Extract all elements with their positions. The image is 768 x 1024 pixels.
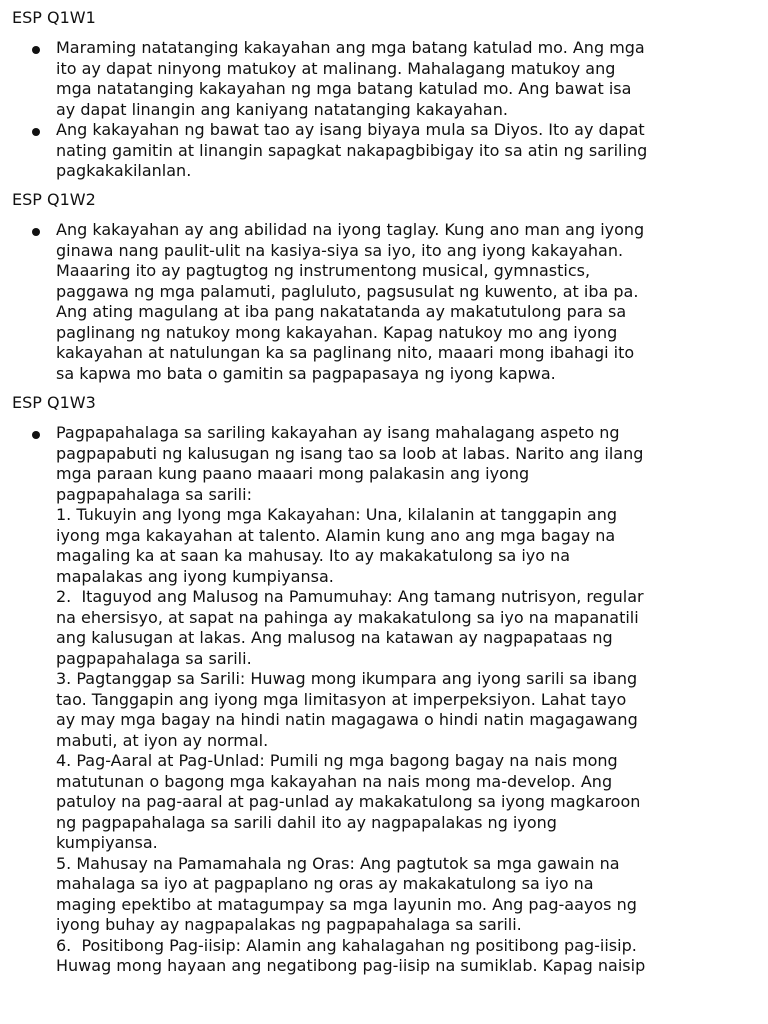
section-heading-q1w1: ESP Q1W1 [12, 8, 96, 27]
text-line: ay may mga bagay na hindi natin magagawa o hindi natin magagawang [56, 710, 638, 729]
text-line: matutunan o bagong mga kakayahan na nais mong ma-develop. Ang [56, 771, 613, 791]
text-line: mahalaga sa iyo at pagpaplano ng oras ay makakatulong sa iyo na [56, 874, 594, 893]
text-line: tao. Tanggapin ang iyong mga limitasyon at imperpeksiyon. Lahat tayo [56, 689, 627, 709]
text-line: ito ay dapat ninyong matukoy at malinang. Mahalagang matukoy ang [56, 58, 616, 78]
text-line: paggawa ng mga palamuti, pagluluto, pagsusulat ng kuwento, at iba pa. [56, 281, 639, 301]
text-line: Ang kakayahan ng bawat tao ay isang biyaya mula sa Diyos. Ito ay dapat [56, 120, 645, 139]
text-line: ang kalusugan at lakas. Ang malusog na katawan ay nagpapataas ng [56, 628, 613, 647]
text-line: ay dapat linangin ang kaniyang natatanging kakayahan. [56, 99, 508, 119]
text-line: ginawa nang paulit-ulit na kasiya-siya sa iyo, ito ang iyong kakayahan. [56, 240, 624, 260]
text-line: pagpapahalaga sa sarili. [56, 648, 252, 668]
text-line: nating gamitin at linangin sapagkat nakapagbibigay ito sa atin ng sariling [56, 140, 648, 160]
section-heading-q1w2: ESP Q1W2 [12, 190, 96, 209]
text-line: Ang ating magulang at iba pang nakatatanda ay makatutulong para sa [56, 302, 627, 321]
text-line: ng pagpapahalaga sa sarili dahil ito ay nagpapalakas ng iyong [56, 812, 557, 832]
text-line: pagpapabuti ng kalusugan ng isang tao sa loob at labas. Narito ang ilang [56, 443, 644, 463]
text-line: kumpiyansa. [56, 833, 158, 852]
text-line: pagpapahalaga sa sarili: [56, 484, 252, 504]
text-line: mga natatanging kakayahan ng mga batang katulad mo. Ang bawat isa [56, 79, 632, 98]
text-line: iyong mga kakayahan at talento. Alamin kung ano ang mga bagay na [56, 525, 616, 545]
text-line: na ehersisyo, at sapat na pahinga ay makakatulong sa iyo na mapanatili [56, 607, 639, 627]
text-line: mapalakas ang iyong kumpiyansa. [56, 566, 334, 586]
text-line: pagkakakilanlan. [56, 161, 192, 180]
text-line: 5. Mahusay na Pamamahala ng Oras: Ang pagtutok sa mga gawain na [56, 853, 620, 873]
text-line: kakayahan at natulungan ka sa paglinang nito, maaari mong ibahagi ito [56, 343, 635, 362]
text-line: magaling ka at saan ka mahusay. Ito ay makakatulong sa iyo na [56, 546, 571, 565]
text-line: 1. Tukuyin ang Iyong mga Kakayahan: Una, kilalanin at tanggapin ang [56, 505, 617, 524]
text-line: iyong buhay ay nagpapalakas ng pagpapahalaga sa sarili. [56, 915, 522, 934]
text-line: maging epektibo at matagumpay sa mga layunin mo. Ang pag-aayos ng [56, 894, 637, 914]
text-line: mga paraan kung paano maaari mong palakasin ang iyong [56, 464, 530, 483]
text-line: patuloy na pag-aaral at pag-unlad ay makakatulong sa iyong magkaroon [56, 792, 641, 811]
text-line: Huwag mong hayaan ang negatibong pag-iisip na sumiklab. Kapag naisip [56, 956, 646, 975]
text-line: Ang kakayahan ay ang abilidad na iyong taglay. Kung ano man ang iyong [56, 220, 645, 239]
text-line: paglinang ng natukoy mong kakayahan. Kapag natukoy mo ang iyong [56, 322, 618, 342]
text-line: 6. Positibong Pag-iisip: Alamin ang kahalagahan ng positibong pag-iisip. [56, 935, 637, 955]
bullet-marker [32, 228, 40, 236]
text-line: Pagpapahalaga sa sariling kakayahan ay isang mahalagang aspeto ng [56, 423, 620, 442]
text-line: sa kapwa mo bata o gamitin sa pagpapasaya ng iyong kapwa. [56, 363, 556, 383]
bullet-marker [32, 46, 40, 54]
text-line: 3. Pagtanggap sa Sarili: Huwag mong ikumpara ang iyong sarili sa ibang [56, 669, 638, 688]
text-line: 2. Itaguyod ang Malusog na Pamumuhay: Ang tamang nutrisyon, regular [56, 587, 644, 606]
bullet-marker [32, 128, 40, 136]
text-line: Maaaring ito ay pagtugtog ng instrumentong musical, gymnastics, [56, 261, 591, 280]
section-heading-q1w3: ESP Q1W3 [12, 393, 96, 412]
text-line: Maraming natatanging kakayahan ang mga batang katulad mo. Ang mga [56, 38, 645, 57]
bullet-marker [32, 431, 40, 439]
text-line: mabuti, at iyon ay normal. [56, 730, 269, 750]
text-line: 4. Pag-Aaral at Pag-Unlad: Pumili ng mga bagong bagay na nais mong [56, 751, 618, 770]
